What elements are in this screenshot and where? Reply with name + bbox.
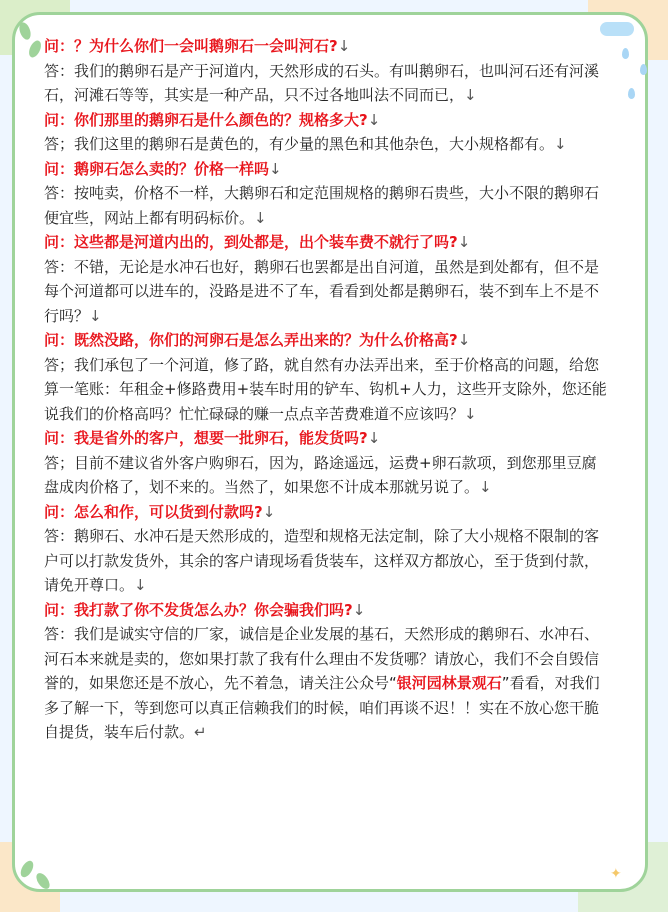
answer-3: 答：按吨卖，价格不一样，大鹅卵石和定范围规格的鹅卵石贵些，大小不限的鹅卵石便宜些，网站上都有明码标价。↓ xyxy=(44,184,600,227)
raindrop-icon xyxy=(640,64,647,75)
answer-2: 答；我们这里的鹅卵石是黄色的，有少量的黑色和其他杂色，大小规格都有。↓ xyxy=(44,135,567,153)
answer-5: 答；我们承包了一个河道，修了路，就自然有办法弄出来，至于价格高的问题，给您算一笔账：年租金+修路费用+装车时用的铲车、钩机+人力，这些开支除外，您还能说我们的价格高吗？忙忙碌碌的赚一点点辛苦费难道不应该吗？↓ xyxy=(44,355,607,423)
question-8: 问：我打款了你不发货怎么办？你会骗我们吗?↓ xyxy=(44,600,366,619)
raindrop-icon xyxy=(628,88,635,99)
question-3: 问：鹅卵石怎么卖的？价格一样吗↓ xyxy=(44,159,282,178)
question-1: 问：？为什么你们一会叫鹅卵石一会叫河石?↓ xyxy=(44,37,351,55)
question-4: 问：这些都是河道内出的，到处都是，出个装车费不就行了吗?↓ xyxy=(44,233,471,251)
question-7: 问：怎么和作，可以货到付款吗?↓ xyxy=(44,502,276,521)
answer-8: 答：我们是诚实守信的厂家，诚信是企业发展的基石，天然形成的鹅卵石、水冲石、河石本来就是卖的，您如果打款了我有什么理由不发货哪？请放心，我们不会自毁信誉的，如果您还是不放心，先不着急，请关注公众号“银河园林景观石”看看，对我们多了解一下，等到您可以真正信赖我们的时候，咱们再谈不迟！！实在不放心您干脆自提货，装车后付款。↵ xyxy=(44,625,600,741)
star-icon: ✦ xyxy=(610,866,622,882)
answer-7: 答：鹅卵石、水冲石是天然形成的，造型和规格无法定制，除了大小规格不限制的客户可以打款发货外，其余的客户请现场看货装车，这样双方都放心，至于货到付款，请免开尊口。↓ xyxy=(44,527,600,594)
answer-1: 答：我们的鹅卵石是产于河道内，天然形成的石头。有叫鹅卵石，也叫河石还有河溪石，河滩石等等，其实是一种产品，只不过各地叫法不同而已，↓ xyxy=(44,61,600,104)
answer-4: 答：不错，无论是水冲石也好，鹅卵石也罢都是出自河道，虽然是到处都有，但不是每个河道都可以进车的，没路是进不了车，看看到处都是鹅卵石，装不到车上不是不行吗？↓ xyxy=(44,257,600,325)
question-2: 问：你们那里的鹅卵石是什么颜色的？规格多大?↓ xyxy=(44,110,381,129)
question-5: 问：既然没路，你们的河卵石是怎么弄出来的？为什么价格高?↓ xyxy=(44,331,471,349)
answer-6: 答；目前不建议省外客户购卵石，因为，路途遥远，运费+卵石款项，到您那里豆腐盘成肉价格了，划不来的。当然了，如果您不计成本那就另说了。↓ xyxy=(44,453,597,496)
official-account-name: 银河园林景观石 xyxy=(396,674,502,692)
qa-document xyxy=(44,34,610,745)
question-6: 问：我是省外的客户，想要一批卵石，能发货吗?↓ xyxy=(44,429,381,447)
raindrop-icon xyxy=(622,48,629,59)
